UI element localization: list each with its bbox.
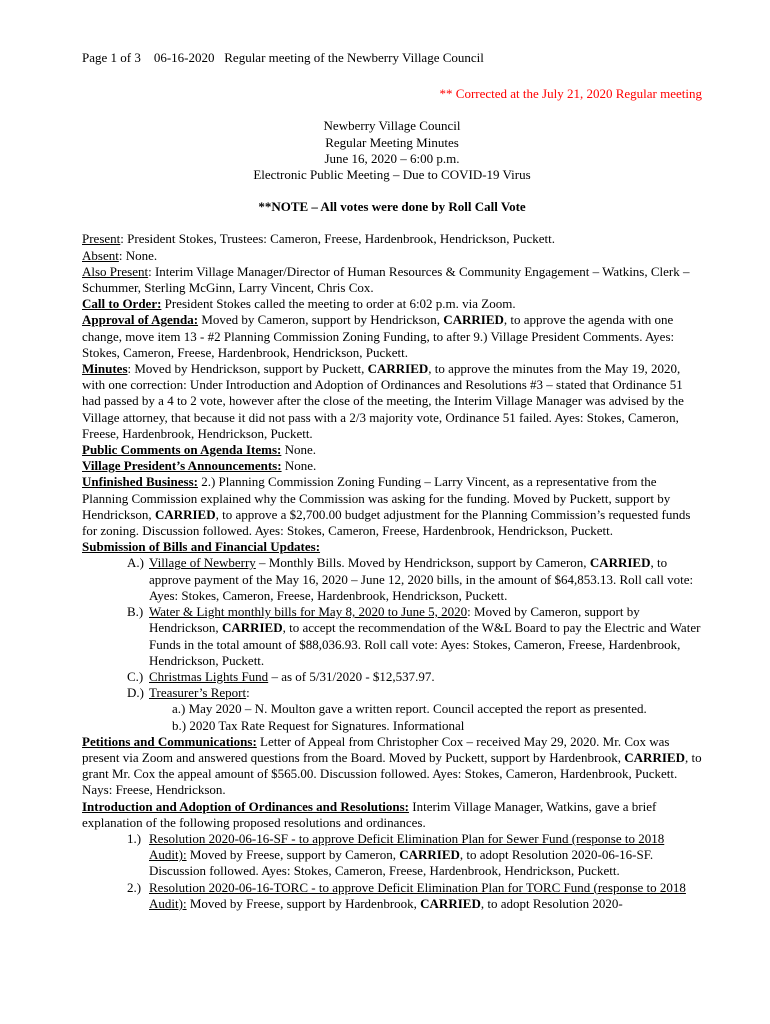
bills-item-b xyxy=(82,604,702,669)
minutes-text-cont: , to approve the minutes from the May 19, 2020, with one correction: Under Introduction and Adoption of Ordinances and Resolutions #3 – stated that Ordinance 51 had passed by a 4 to 2 vote, however after the close of the meeting, the Interim Village Manager was advised by the Village attorney, that because it did not pass with a 2/3 majority vote, Ordinance 51 failed. Ayes: Stokes, Cameron, Freese, Hardenbrook, Hendrickson, Puckett. xyxy=(82,361,684,441)
carried-label: CARRIED xyxy=(589,555,651,571)
ordinances-item-2 xyxy=(82,880,702,912)
bills-item-c-text: – as of 5/31/2020 - $12,537.97. xyxy=(268,668,435,684)
ordinances-label: Introduction and Adoption of Ordinances and Resolutions: xyxy=(82,798,410,814)
bills-item-d xyxy=(82,685,702,701)
meeting-type: Electronic Public Meeting – Due to COVID-19 Virus xyxy=(253,167,531,183)
unfinished-business-text: 2.) Planning Commission Zoning Funding – Larry Vincent, as a representative from the Planning Commission explained why the Commission was asking for the funding. Moved by Puckett, support by Hendrickson, xyxy=(82,474,671,522)
bills-item-c xyxy=(82,669,702,685)
bills-item-d-text: : xyxy=(246,685,250,701)
approval-of-agenda-label: Approval of Agenda: xyxy=(82,312,199,328)
correction-notice: ** Corrected at the July 21, 2020 Regular meeting xyxy=(439,86,702,102)
public-comments-text: None. xyxy=(281,442,317,458)
ordinances-item-2-text: Moved by Freese, support by Hardenbrook, xyxy=(186,895,421,911)
approval-of-agenda-text-cont: , to approve the agenda with one change, move item 13 - #2 Planning Commission Zoning Funding, to after 9.) Village President Comments. Ayes: Stokes, Cameron, Freese, Hardenbrook, Hendrickson, Puckett. xyxy=(82,312,675,360)
call-to-order-label: Call to Order: xyxy=(82,296,162,312)
present-label: Present xyxy=(82,231,121,247)
bills-item-a-text-cont: , to approve payment of the May 16, 2020 – June 12, 2020 bills, in the amount of $64,853.13. Roll call vote: Ayes: Stokes, Cameron, Freese, Hardenbrook, Hendrickson, Puckett. xyxy=(149,555,694,603)
minutes-label: Minutes xyxy=(82,361,128,377)
page-header: Page 1 of 3 06-16-2020 Regular meeting of the Newberry Village Council xyxy=(82,50,484,65)
treasurer-report-item-a: a.) May 2020 – N. Moulton gave a written report. Council accepted the report as presented. xyxy=(172,701,647,717)
ordinances-item-2-text-cont: , to adopt Resolution 2020- xyxy=(480,895,623,911)
treasurer-report-item-b: b.) 2020 Tax Rate Request for Signatures. Informational xyxy=(172,717,465,733)
ordinances-item-1-text: Moved by Freese, support by Cameron, xyxy=(186,847,400,863)
bills-item-b-text: : Moved by Cameron, support by Hendrickson, xyxy=(149,604,640,636)
petitions-text-cont: , to grant Mr. Cox the appeal amount of $565.00. Discussion followed. Ayes: Stokes, Cameron, Hardenbrook, Puckett. Nays: Freese, Hendrickson. xyxy=(82,749,702,798)
minutes-text: : Moved by Hendrickson, support by Puckett, xyxy=(127,361,368,377)
list-marker: D.) xyxy=(127,685,144,701)
absent-text: : None. xyxy=(118,247,158,263)
carried-label: CARRIED xyxy=(443,312,504,328)
roll-call-note: **NOTE – All votes were done by Roll Call Vote xyxy=(258,199,526,215)
also-present-line xyxy=(82,264,702,296)
unfinished-business-paragraph xyxy=(82,474,702,539)
ordinances-item-1-title: Resolution 2020-06-16-SF - to approve Deficit Elimination Plan for Sewer Fund (response to 2018 Audit): xyxy=(149,830,665,863)
minutes-paragraph xyxy=(82,361,702,442)
unfinished-business-label: Unfinished Business: xyxy=(82,474,198,490)
public-comments-line xyxy=(82,442,702,458)
carried-label: CARRIED xyxy=(367,361,429,377)
list-marker: B.) xyxy=(127,604,144,620)
council-name: Newberry Village Council xyxy=(323,118,461,134)
list-marker: 2.) xyxy=(127,879,142,895)
carried-label: CARRIED xyxy=(221,620,283,636)
bills-item-d-title: Treasurer’s Report xyxy=(149,685,247,701)
ordinances-item-1 xyxy=(82,831,702,880)
absent-line xyxy=(82,248,702,264)
document-title: Regular Meeting Minutes xyxy=(325,134,459,150)
ordinances-paragraph xyxy=(82,799,702,831)
bills-item-b-title: Water & Light monthly bills for May 8, 2020 to June 5, 2020 xyxy=(149,604,468,620)
petitions-label: Petitions and Communications: xyxy=(82,733,257,749)
also-present-text: : Interim Village Manager/Director of Human Resources & Community Engagement – Watkins, Clerk – Schummer, Sterling McGinn, Larry Vincent, Chris Cox. xyxy=(82,263,690,296)
president-announcements-line xyxy=(82,458,702,474)
approval-of-agenda-paragraph xyxy=(82,312,702,361)
carried-label: CARRIED xyxy=(399,847,460,863)
carried-label: CARRIED xyxy=(154,506,216,522)
president-announcements-text: None. xyxy=(281,458,317,474)
minutes-page xyxy=(82,50,702,912)
carried-label: CARRIED xyxy=(420,895,481,911)
list-marker: C.) xyxy=(127,668,144,684)
unfinished-business-text-cont: , to approve a $2,700.00 budget adjustment for the Planning Commission’s requested funds for zoning. Discussion followed. Ayes: Stokes, Cameron, Freese, Hardenbrook, Hendrickson, Puckett. xyxy=(82,506,691,539)
president-announcements-label: Village President’s Announcements: xyxy=(82,458,282,474)
present-text: : President Stokes, Trustees: Cameron, Freese, Hardenbrook, Hendrickson, Puckett. xyxy=(120,231,555,247)
bills-item-a xyxy=(82,555,702,604)
bills-item-a-title: Village of Newberry xyxy=(149,555,256,571)
present-line xyxy=(82,231,702,247)
title-block xyxy=(82,118,702,183)
carried-label: CARRIED xyxy=(624,749,685,765)
bills-item-a-text: – Monthly Bills. Moved by Hendrickson, support by Cameron, xyxy=(255,555,590,571)
bills-item-c-title: Christmas Lights Fund xyxy=(149,668,269,684)
meeting-date: June 16, 2020 – 6:00 p.m. xyxy=(324,150,460,166)
ordinances-text: Interim Village Manager, Watkins, gave a brief explanation of the following proposed resolutions and ordinances. xyxy=(82,798,657,830)
bills-heading: Submission of Bills and Financial Updates: xyxy=(82,539,321,555)
call-to-order-text: President Stokes called the meeting to order at 6:02 p.m. via Zoom. xyxy=(161,296,516,312)
petitions-paragraph xyxy=(82,734,702,799)
approval-of-agenda-text: Moved by Cameron, support by Hendrickson, xyxy=(198,312,444,328)
absent-label: Absent xyxy=(82,247,119,263)
ordinances-item-2-title: Resolution 2020-06-16-TORC - to approve Deficit Elimination Plan for TORC Fund (response to 2018 Audit): xyxy=(149,879,686,911)
public-comments-label: Public Comments on Agenda Items: xyxy=(82,442,282,458)
list-marker: 1.) xyxy=(127,830,142,846)
also-present-label: Also Present xyxy=(82,263,149,279)
ordinances-item-1-text-cont: , to adopt Resolution 2020-06-16-SF. Discussion followed. Ayes: Stokes, Cameron, Freese, Hardenbrook, Hendrickson, Puckett. xyxy=(149,847,654,879)
list-marker: A.) xyxy=(127,555,144,571)
bills-item-b-text-cont: , to accept the recommendation of the W&L Board to pay the Electric and Water Funds in the total amount of $88,036.93. Roll call vote: Ayes: Stokes, Cameron, Freese, Hardenbrook, Hendrickson, Puckett. xyxy=(149,620,701,668)
call-to-order-line xyxy=(82,296,702,312)
petitions-text: Letter of Appeal from Christopher Cox – received May 29, 2020. Mr. Cox was present via Zoom and answered questions from the Board. Moved by Puckett, support by Hardenbrook, xyxy=(82,733,670,765)
